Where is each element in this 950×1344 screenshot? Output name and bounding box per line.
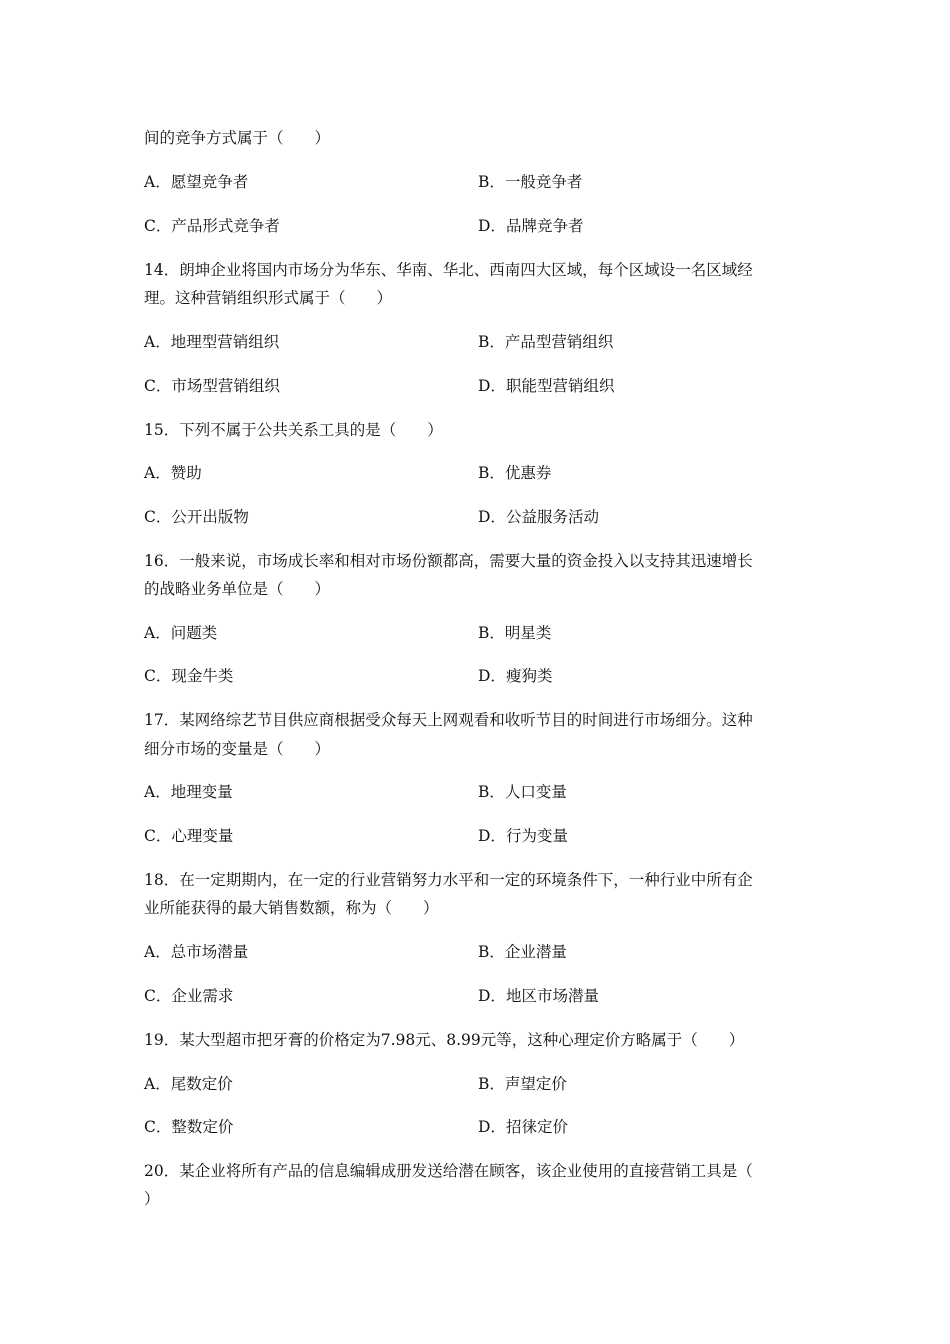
question-17-option-d: D．行为变量 <box>478 827 568 845</box>
question-17-option-b: B．人口变量 <box>478 783 567 801</box>
question-16-option-a: A．问题类 <box>144 624 218 642</box>
question-17-stem-line-2: 细分市场的变量是（ ） <box>144 740 331 758</box>
question-13-option-c: C．产品形式竞争者 <box>144 217 280 235</box>
question-18-option-d: D．地区市场潜量 <box>478 987 599 1005</box>
question-15-option-a: A．赞助 <box>144 464 202 482</box>
question-19-option-c: C．整数定价 <box>144 1118 234 1136</box>
question-15-option-d: D．公益服务活动 <box>478 508 599 526</box>
question-16-stem-line-1: 16．一般来说，市场成长率和相对市场份额都高，需要大量的资金投入以支持其迅速增长 <box>144 552 753 570</box>
question-19-option-a: A．尾数定价 <box>144 1075 233 1093</box>
question-19-option-b: B．声望定价 <box>478 1075 567 1093</box>
question-14-option-b: B．产品型营销组织 <box>478 333 614 351</box>
question-16-option-d: D．瘦狗类 <box>478 667 553 685</box>
question-15-stem-line-1: 15．下列不属于公共关系工具的是（ ） <box>144 421 443 439</box>
question-18-option-a: A．总市场潜量 <box>144 943 249 961</box>
question-19-stem-line-1: 19．某大型超市把牙膏的价格定为7.98元、8.99元等，这种心理定价方略属于（ ） <box>144 1031 745 1049</box>
question-13-option-a: A．愿望竞争者 <box>144 173 249 191</box>
question-19-option-d: D．招徕定价 <box>478 1118 568 1136</box>
question-20-stem-line-2: ） <box>144 1190 160 1208</box>
question-17-option-a: A．地理变量 <box>144 783 233 801</box>
question-16-option-c: C．现金牛类 <box>144 667 234 685</box>
question-18-stem-line-2: 业所能获得的最大销售数额，称为（ ） <box>144 899 439 917</box>
question-14-option-c: C．市场型营销组织 <box>144 377 280 395</box>
question-14-option-d: D．职能型营销组织 <box>478 377 615 395</box>
question-16-option-b: B．明星类 <box>478 624 552 642</box>
question-14-stem-line-2: 理。这种营销组织形式属于（ ） <box>144 289 393 307</box>
question-14-stem-line-1: 14．朗坤企业将国内市场分为华东、华南、华北、西南四大区域，每个区域设一名区域经 <box>144 261 753 279</box>
question-13-option-d: D．品牌竞争者 <box>478 217 584 235</box>
question-17-stem-line-1: 17．某网络综艺节目供应商根据受众每天上网观看和收听节目的时间进行市场细分。这种 <box>144 711 753 729</box>
question-18-stem-line-1: 18．在一定期期内，在一定的行业营销努力水平和一定的环境条件下，一种行业中所有企 <box>144 871 753 889</box>
question-17-option-c: C．心理变量 <box>144 827 234 845</box>
question-18-option-b: B．企业潜量 <box>478 943 567 961</box>
question-14-option-a: A．地理型营销组织 <box>144 333 280 351</box>
question-18-option-c: C．企业需求 <box>144 987 234 1005</box>
question-15-option-b: B．优惠券 <box>478 464 552 482</box>
question-13-stem-continuation: 间的竞争方式属于（ ） <box>144 129 331 147</box>
question-15-option-c: C．公开出版物 <box>144 508 249 526</box>
question-20-stem-line-1: 20．某企业将所有产品的信息编辑成册发送给潜在顾客，该企业使用的直接营销工具是（ <box>144 1162 753 1180</box>
question-13-option-b: B．一般竞争者 <box>478 173 583 191</box>
question-16-stem-line-2: 的战略业务单位是（ ） <box>144 580 331 598</box>
